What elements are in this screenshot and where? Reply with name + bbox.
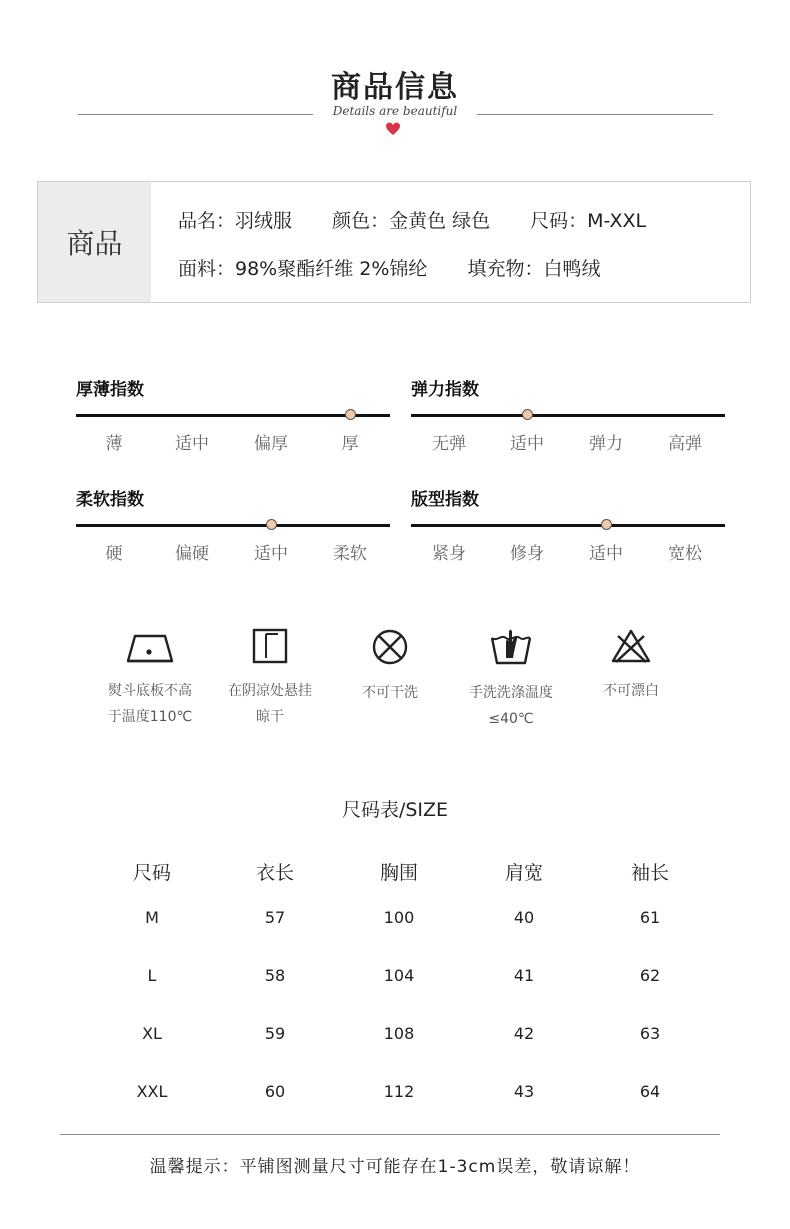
header-divider-right	[477, 114, 713, 115]
size-table-cell: 59	[264, 1024, 286, 1043]
page-title: 商品信息	[331, 70, 459, 105]
index-scale-1	[76, 375, 390, 465]
care-item-hand-wash	[441, 628, 581, 732]
no-bleach-icon	[610, 628, 652, 664]
index-marker	[345, 409, 356, 420]
index-scale-4	[411, 485, 725, 575]
index-bar	[411, 524, 725, 527]
index-label: 修身	[510, 544, 544, 564]
size-table-cell: XL	[142, 1024, 162, 1043]
index-marker	[601, 519, 612, 530]
size-table-header: 衣长	[255, 862, 294, 884]
index-labels	[76, 539, 390, 563]
index-title: 版型指数	[411, 490, 479, 510]
size-table-cell: 100	[383, 908, 415, 927]
care-hand-wash-line-2: ≤40℃	[488, 711, 534, 727]
care-no-bleach-line-1: 不可漂白	[603, 683, 659, 699]
product-info-box	[37, 181, 751, 303]
product-filling: 填充物：白鸭绒	[467, 258, 601, 280]
index-title: 厚薄指数	[76, 380, 144, 400]
index-scale-3	[76, 485, 390, 575]
index-labels	[411, 429, 725, 453]
index-title: 弹力指数	[411, 380, 479, 400]
size-table-cell: 64	[639, 1082, 661, 1101]
index-bar	[411, 414, 725, 417]
index-label: 适中	[589, 544, 623, 564]
index-label: 适中	[254, 544, 288, 564]
care-iron-line-1: 熨斗底板不高	[108, 683, 192, 699]
size-table-cell: 61	[639, 908, 661, 927]
size-table-cell: 43	[513, 1082, 535, 1101]
index-label: 高弹	[668, 434, 702, 454]
size-table-cell: 58	[264, 966, 286, 985]
size-table-cell: XXL	[136, 1082, 168, 1101]
header-divider-left	[78, 114, 313, 115]
size-table-cell: 40	[513, 908, 535, 927]
size-table-cell: 41	[513, 966, 535, 985]
size-table-header: 胸围	[379, 862, 418, 884]
index-label: 偏厚	[254, 434, 288, 454]
index-label: 薄	[105, 434, 123, 454]
index-marker	[522, 409, 533, 420]
index-label: 宽松	[668, 544, 702, 564]
hand-wash-icon	[489, 628, 533, 666]
size-table-header: 袖长	[630, 862, 669, 884]
care-iron-line-2: 于温度110℃	[107, 709, 193, 725]
size-table-cell: M	[145, 908, 159, 927]
index-label: 适中	[510, 434, 544, 454]
index-label: 无弹	[432, 434, 466, 454]
index-label: 弹力	[589, 434, 623, 454]
index-marker	[266, 519, 277, 530]
product-info-row-1	[178, 206, 646, 233]
header-subtitle: Details are beautiful	[332, 104, 458, 118]
heart-icon	[385, 121, 401, 137]
product-info-row-2	[178, 254, 600, 281]
size-table-cell: 57	[264, 908, 286, 927]
index-label: 硬	[105, 544, 123, 564]
footer-note: 温馨提示：平铺图测量尺寸可能存在1-3cm误差，敬请谅解！	[149, 1157, 641, 1177]
index-label: 柔软	[333, 544, 367, 564]
product-info-label: 商品	[38, 182, 151, 302]
size-table-cell: 42	[513, 1024, 535, 1043]
no-dry-clean-icon	[370, 628, 410, 666]
care-shade-line-2: 晾干	[256, 709, 284, 725]
index-bar	[76, 524, 390, 527]
size-table-cell: 63	[639, 1024, 661, 1043]
product-fabric: 面料：98%聚酯纤维 2%锦纶	[178, 258, 428, 280]
size-table-cell: 104	[383, 966, 415, 985]
care-item-shade-dry	[200, 628, 340, 730]
product-size-range: 尺码：M-XXL	[530, 210, 647, 232]
size-table-cell: 112	[383, 1082, 415, 1101]
size-table-cell: L	[147, 966, 157, 985]
size-table-header: 尺码	[132, 862, 171, 884]
care-item-no-dry-clean	[320, 628, 460, 706]
size-table-cell: 62	[639, 966, 661, 985]
care-hand-wash-line-1: 手洗洗涤温度	[469, 685, 553, 701]
index-bar	[76, 414, 390, 417]
care-shade-line-1: 在阴凉处悬挂	[228, 683, 312, 699]
product-name: 品名：羽绒服	[178, 210, 293, 232]
size-table-header: 肩宽	[504, 862, 543, 884]
care-item-iron	[80, 628, 220, 730]
dry-in-shade-icon	[250, 628, 290, 664]
index-label: 紧身	[432, 544, 466, 564]
care-item-no-bleach	[561, 628, 701, 704]
care-dry-clean-line-1: 不可干洗	[362, 685, 418, 701]
size-table-cell: 108	[383, 1024, 415, 1043]
size-table-title: 尺码表/SIZE	[341, 799, 449, 821]
size-table-cell: 60	[264, 1082, 286, 1101]
product-color: 颜色：金黄色 绿色	[332, 210, 491, 232]
index-title: 柔软指数	[76, 490, 144, 510]
index-label: 厚	[341, 434, 359, 454]
index-scale-2	[411, 375, 725, 465]
iron-low-temp-icon	[125, 628, 175, 664]
footer-divider	[60, 1134, 720, 1135]
index-label: 适中	[175, 434, 209, 454]
index-labels	[411, 539, 725, 563]
index-labels	[76, 429, 390, 453]
index-label: 偏硬	[175, 544, 209, 564]
